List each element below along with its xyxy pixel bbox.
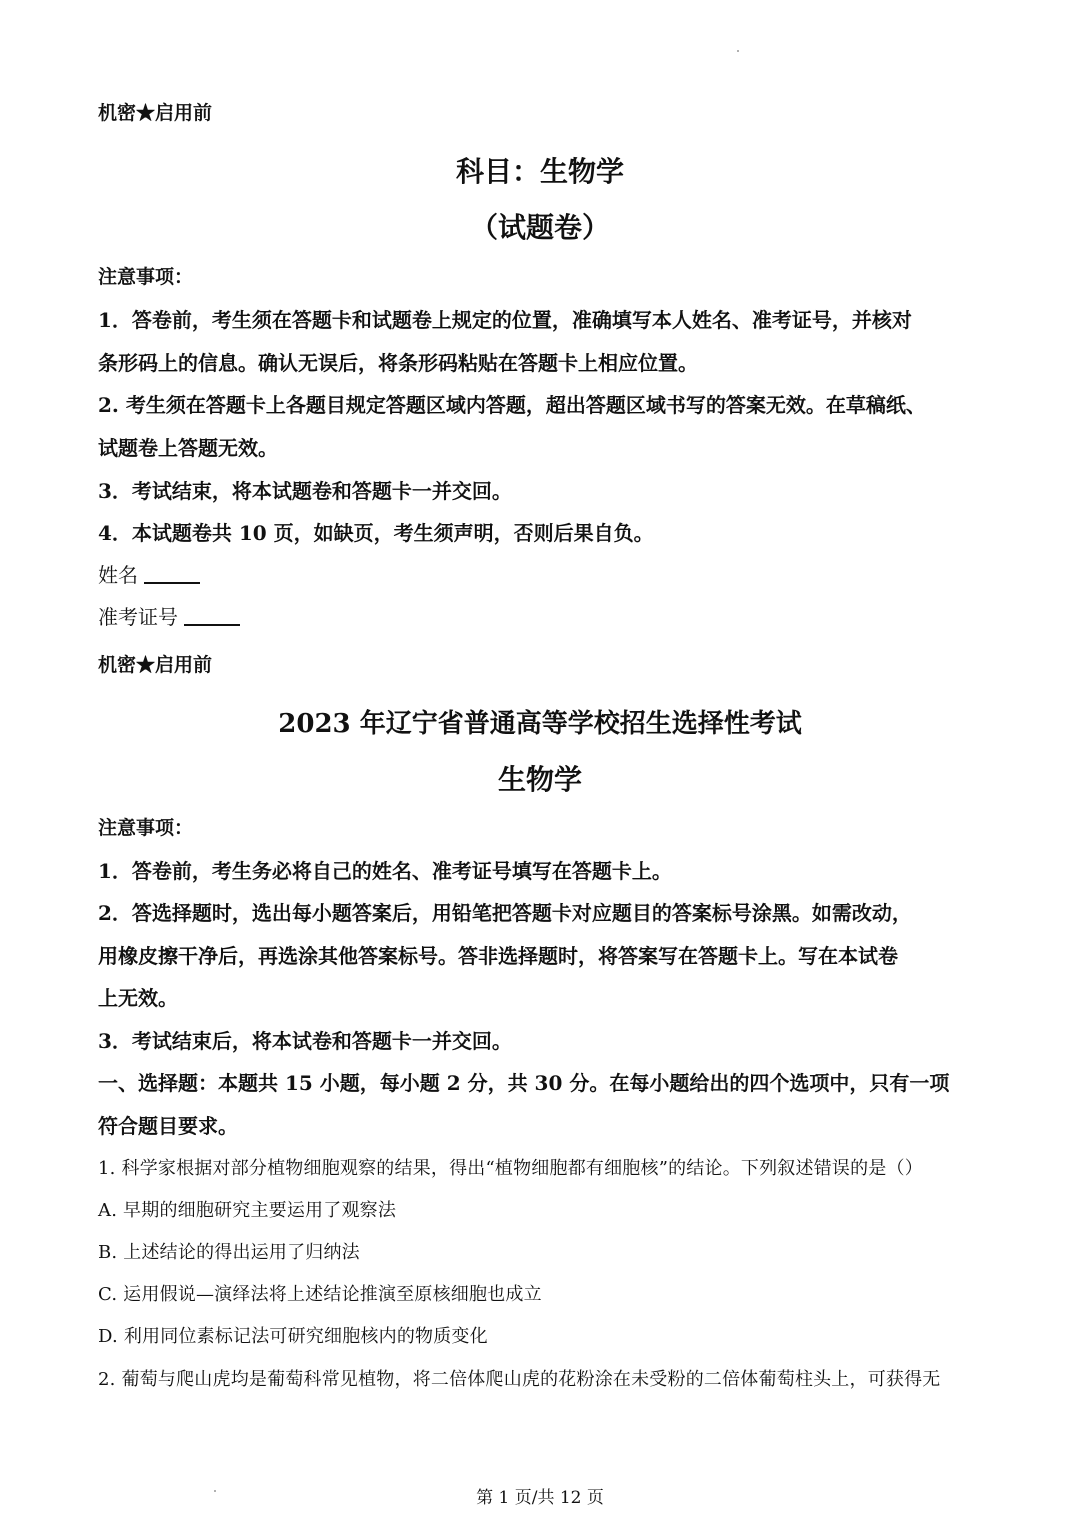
notice-line: 条形码上的信息。确认无误后，将条形码粘贴在答题卡上相应位置。: [98, 351, 698, 375]
subject-title: 科目：生物学: [455, 155, 624, 188]
question-stem: 1. 科学家根据对部分植物细胞观察的结果，得出“植物细胞都有细胞核”的结论。下列叙述错误的是（）: [98, 1158, 923, 1179]
notice-line: 用橡皮擦干净后，再选涂其他答案标号。答非选择题时，将答案写在答题卡上。写在本试卷: [98, 944, 898, 968]
notice-line: 3．考试结束后，将本试卷和答题卡一并交回。: [98, 1029, 512, 1053]
paper-type-title: （试题卷）: [469, 211, 610, 244]
name-blank[interactable]: [144, 564, 200, 584]
notice-line: 试题卷上答题无效。: [98, 436, 278, 460]
name-field-row: [98, 559, 200, 588]
notice-title: 注意事项：: [98, 817, 194, 839]
confidential-mark: 机密★启用前: [98, 654, 213, 676]
id-blank[interactable]: [184, 606, 240, 626]
exam-title: 2023 年辽宁省普通高等学校招生选择性考试: [278, 709, 802, 739]
notice-line: 3．考试结束，将本试题卷和答题卡一并交回。: [98, 479, 512, 503]
notice-line: 2. 考生须在答题卡上各题目规定答题区域内答题，超出答题区域书写的答案无效。在草稿纸、: [98, 393, 926, 417]
section-heading: 一、选择题：本题共 15 小题，每小题 2 分，共 30 分。在每小题给出的四个选项中，只有一项: [98, 1071, 950, 1095]
notice-line: 4．本试题卷共 10 页，如缺页，考生须声明，否则后果自负。: [98, 521, 654, 545]
section-heading: 符合题目要求。: [98, 1114, 238, 1138]
question-stem: 2. 葡萄与爬山虎均是葡萄科常见植物，将二倍体爬山虎的花粉涂在未受粉的二倍体葡萄柱头上，可获得无: [98, 1369, 941, 1390]
subject-title: 生物学: [497, 763, 582, 796]
notice-title: 注意事项：: [98, 266, 194, 288]
notice-line: 1．答卷前，考生须在答题卡和试题卷上规定的位置，准确填写本人姓名、准考证号，并核对: [98, 308, 912, 332]
notice-line: 2．答选择题时，选出每小题答案后，用铅笔把答题卡对应题目的答案标号涂黑。如需改动，: [98, 901, 912, 925]
id-field-row: [98, 601, 240, 630]
id-label: 准考证号: [98, 605, 178, 629]
name-label: 姓名: [98, 563, 138, 587]
scan-dot: [737, 50, 739, 52]
question-option: C. 运用假说—演绎法将上述结论推演至原核细胞也成立: [98, 1284, 542, 1305]
notice-line: 1．答卷前，考生务必将自己的姓名、准考证号填写在答题卡上。: [98, 859, 672, 883]
question-option: D. 利用同位素标记法可研究细胞核内的物质变化: [98, 1326, 488, 1347]
question-option: B. 上述结论的得出运用了归纳法: [98, 1242, 360, 1263]
question-option: A. 早期的细胞研究主要运用了观察法: [98, 1200, 397, 1221]
confidential-mark: 机密★启用前: [98, 102, 213, 124]
notice-line: 上无效。: [98, 986, 178, 1010]
page-number: 第 1 页/共 12 页: [476, 1488, 604, 1508]
